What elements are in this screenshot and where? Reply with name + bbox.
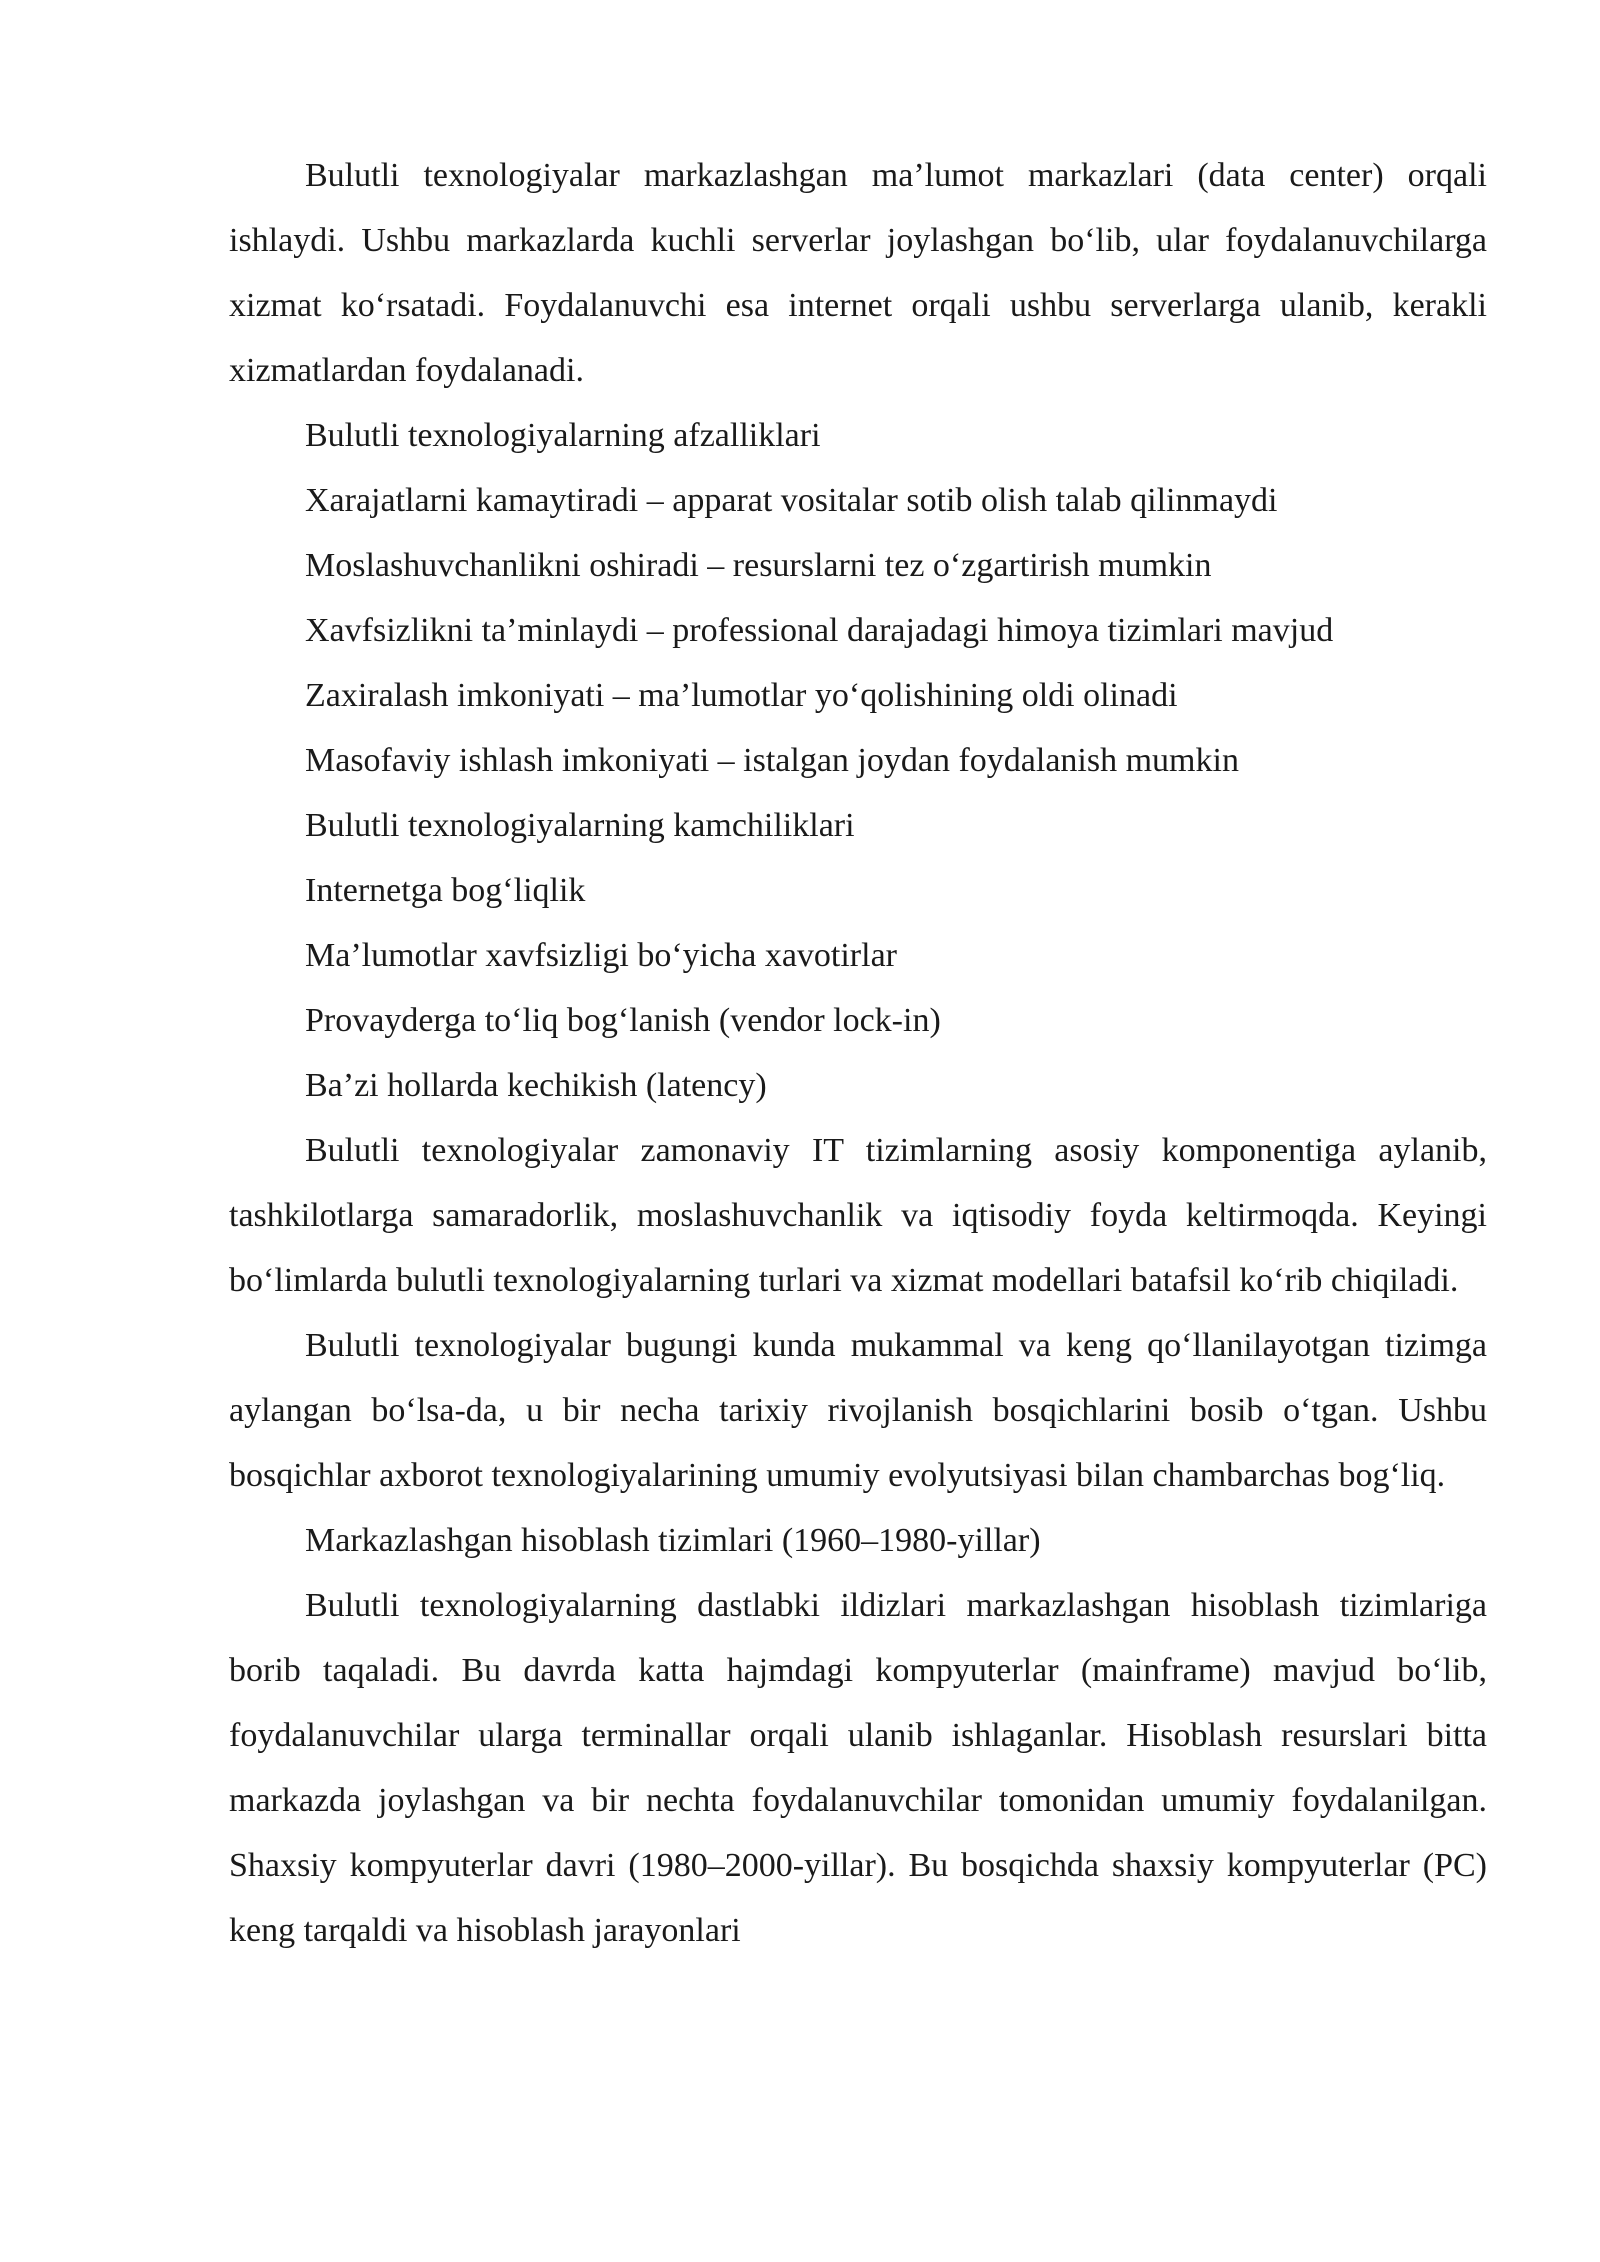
paragraph-summary: Bulutli texnologiyalar zamonaviy IT tizimlarning asosiy komponentiga aylanib, tashkilotlarga samaradorlik, moslashuvchanlik va iqtisodiy foyda keltirmoqda. Keyingi bo‘limlarda bulutli texnologiyalarning turlari va xizmat modellari batafsil ko‘rib chiqiladi. <box>229 1132 1487 1299</box>
advantage-item: Zaxiralash imkoniyati – ma’lumotlar yo‘qolishining oldi olinadi <box>305 677 1178 714</box>
advantage-item: Xavfsizlikni ta’minlaydi – professional darajadagi himoya tizimlari mavjud <box>305 612 1334 649</box>
disadvantage-item: Ba’zi hollarda kechikish (latency) <box>305 1067 767 1104</box>
disadvantage-item: Ma’lumotlar xavfsizligi bo‘yicha xavotirlar <box>305 937 897 974</box>
advantage-item: Moslashuvchanlikni oshiradi – resurslarni tez o‘zgartirish mumkin <box>305 547 1212 584</box>
document-page <box>229 143 1487 1963</box>
disadvantage-item: Internetga bog‘liqlik <box>305 872 586 909</box>
paragraph-history-intro: Bulutli texnologiyalar bugungi kunda mukammal va keng qo‘llanilayotgan tizimga aylangan bo‘lsa-da, u bir necha tarixiy rivojlanish bosqichlarini bosib o‘tgan. Ushbu bosqichlar axborot texnologiyalarining umumiy evolyutsiyasi bilan chambarchas bog‘liq. <box>229 1327 1487 1494</box>
heading-disadvantages: Bulutli texnologiyalarning kamchiliklari <box>305 807 855 844</box>
advantage-item: Xarajatlarni kamaytiradi – apparat vositalar sotib olish talab qilinmaydi <box>305 482 1278 519</box>
paragraph-mainframe-era: Bulutli texnologiyalarning dastlabki ildizlari markazlashgan hisoblash tizimlariga borib taqaladi. Bu davrda katta hajmdagi kompyuterlar (mainframe) mavjud bo‘lib, foydalanuvchilar ularga terminallar orqali ulanib ishlaganlar. Hisoblash resurslari bitta markazda joylashgan va bir nechta foydalanuvchilar tomonidan umumiy foydalanilgan. Shaxsiy kompyuterlar davri (1980–2000-yillar). Bu bosqichda shaxsiy kompyuterlar (PC) keng tarqaldi va hisoblash jarayonlari <box>229 1587 1487 1949</box>
paragraph-data-center: Bulutli texnologiyalar markazlashgan ma’lumot markazlari (data center) orqali ishlaydi. Ushbu markazlarda kuchli serverlar joylashgan bo‘lib, ular foydalanuvchilarga xizmat ko‘rsatadi. Foydalanuvchi esa internet orqali ushbu serverlarga ulanib, kerakli xizmatlardan foydalanadi. <box>229 157 1487 389</box>
disadvantage-item: Provayderga to‘liq bog‘lanish (vendor lock-in) <box>305 1002 941 1039</box>
heading-centralized-computing: Markazlashgan hisoblash tizimlari (1960–1980-yillar) <box>305 1522 1041 1559</box>
advantage-item: Masofaviy ishlash imkoniyati – istalgan joydan foydalanish mumkin <box>305 742 1239 779</box>
heading-advantages: Bulutli texnologiyalarning afzalliklari <box>305 417 821 454</box>
